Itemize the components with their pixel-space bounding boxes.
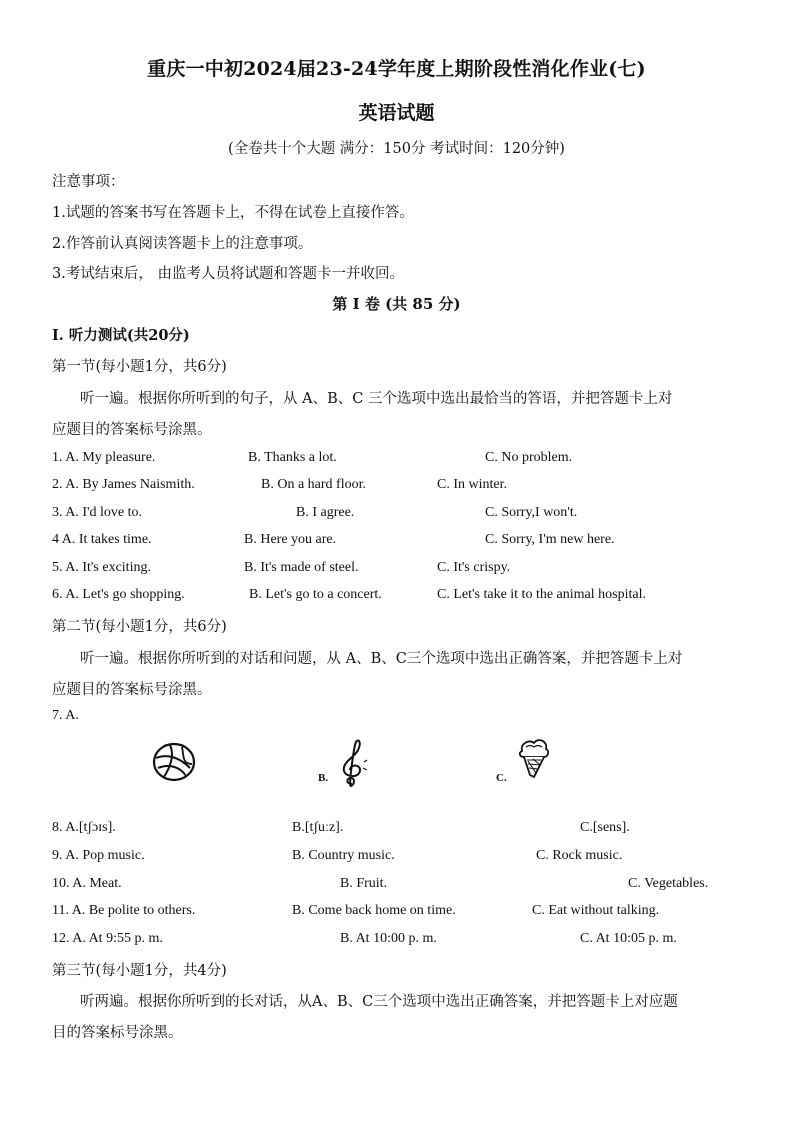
question-2-option-a: 2. A. By James Naismith.: [52, 477, 195, 492]
exam-subtitle: 英语试题: [358, 102, 435, 124]
question-4-option-b: B. Here you are.: [244, 532, 337, 547]
volleyball-icon: [152, 742, 196, 782]
question-11-option-b: B. Come back home on time.: [292, 903, 456, 918]
section-title: 第二节(每小题1分，共6分): [52, 619, 227, 635]
section-title: 第一节(每小题1分，共6分): [52, 359, 227, 375]
question-8-option-b: B.[tʃuːz].: [292, 820, 344, 835]
question-7-label: 7. A.: [52, 708, 79, 723]
section-title: 第三节(每小题1分，共4分): [52, 963, 227, 979]
section-instruction: 应题目的答案标号涂黑。: [52, 422, 212, 438]
exam-info: (全卷共十个大题 满分：150分 考试时间：120分钟): [228, 141, 565, 157]
note-item: 2.作答前认真阅读答题卡上的注意事项。: [52, 236, 313, 252]
question-12-option-b: B. At 10:00 p. m.: [340, 931, 437, 946]
question-10-option-b: B. Fruit.: [340, 876, 388, 891]
ice-cream-icon: [516, 737, 552, 779]
part-title: I. 听力测试(共20分): [52, 327, 190, 344]
question-12-option-c: C. At 10:05 p. m.: [580, 931, 677, 946]
note-item: 1.试题的答案书写在答题卡上，不得在试卷上直接作答。: [52, 205, 414, 221]
question-9-option-a: 9. A. Pop music.: [52, 848, 145, 863]
question-4-option-c: C. Sorry, I'm new here.: [485, 532, 615, 547]
question-5-option-a: 5. A. It's exciting.: [52, 560, 151, 575]
question-3-option-b: B. I agree.: [296, 505, 355, 520]
section-instruction: 听一遍。根据你所听到的对话和问题，从 A、B、C三个选项中选出正确答案，并把答题卡上对: [80, 651, 683, 667]
section-instruction: 应题目的答案标号涂黑。: [52, 682, 212, 698]
question-2-option-c: C. In winter.: [437, 477, 507, 492]
note-item: 3.考试结束后， 由监考人员将试题和答题卡一并收回。: [52, 266, 404, 282]
question-6-option-c: C. Let's take it to the animal hospital.: [437, 587, 646, 602]
question-6-option-b: B. Let's go to a concert.: [249, 587, 382, 602]
question-1-option-b: B. Thanks a lot.: [248, 450, 337, 465]
picture-b-label: B.: [318, 772, 329, 784]
section-instruction: 听一遍。根据你所听到的句子，从 A、B、C 三个选项中选出最恰当的答语，并把答题卡上对: [80, 391, 673, 407]
question-8-option-a: 8. A.[tʃɔɪs].: [52, 820, 116, 835]
section-instruction: 目的答案标号涂黑。: [52, 1025, 183, 1041]
treble-clef-icon: [336, 738, 376, 790]
question-10-option-a: 10. A. Meat.: [52, 876, 122, 891]
question-2-option-b: B. On a hard floor.: [261, 477, 366, 492]
question-9-option-b: B. Country music.: [292, 848, 395, 863]
exam-title: 重庆一中初2024届23-24学年度上期阶段性消化作业(七): [147, 58, 646, 80]
question-10-option-c: C. Vegetables.: [628, 876, 709, 891]
question-3-option-c: C. Sorry,I won't.: [485, 505, 578, 520]
question-4-option-a: 4 A. It takes time.: [52, 532, 152, 547]
question-1-option-c: C. No problem.: [485, 450, 573, 465]
volume-heading: 第 I 卷 (共 85 分): [332, 295, 461, 313]
section-instruction: 听两遍。根据你所听到的长对话，从A、B、C三个选项中选出正确答案，并把答题卡上对应题: [80, 994, 678, 1010]
question-8-option-c: C.[sens].: [580, 820, 630, 835]
question-1-option-a: 1. A. My pleasure.: [52, 450, 156, 465]
picture-c-label: C.: [496, 772, 507, 784]
question-3-option-a: 3. A. I'd love to.: [52, 505, 143, 520]
question-11-option-c: C. Eat without talking.: [532, 903, 660, 918]
question-9-option-c: C. Rock music.: [536, 848, 623, 863]
question-5-option-b: B. It's made of steel.: [244, 560, 359, 575]
question-12-option-a: 12. A. At 9:55 p. m.: [52, 931, 163, 946]
question-11-option-a: 11. A. Be polite to others.: [52, 903, 196, 918]
notes-heading: 注意事项：: [52, 174, 125, 190]
question-6-option-a: 6. A. Let's go shopping.: [52, 587, 185, 602]
question-5-option-c: C. It's crispy.: [437, 560, 511, 575]
